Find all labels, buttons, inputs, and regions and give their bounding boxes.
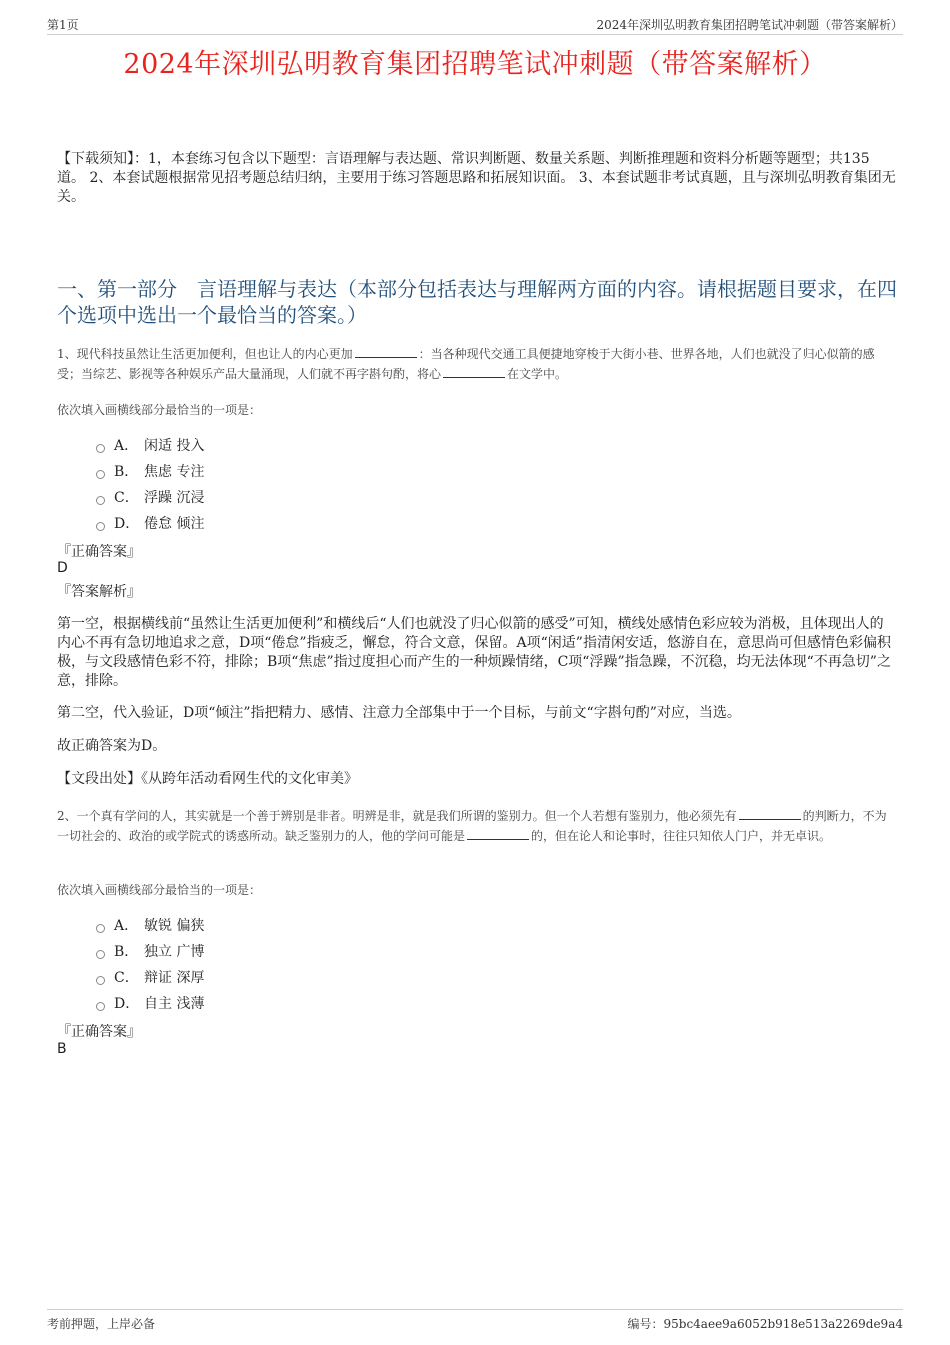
download-notice: 【下载须知】：1，本套练习包含以下题型：言语理解与表达题、常识判断题、数量关系题、判断推理题和资料分析题等题型；共135道。 2、本套试题根据常见招考题总结归纳，主要用于练习答题思路和拓展知识面。 3、本套试题非考试真题，且与深圳弘明教育集团无关。 xyxy=(57,151,896,205)
option-text: 倦怠 倾注 xyxy=(144,516,205,532)
radio-button[interactable] xyxy=(96,522,105,531)
document-id: 编号：95bc4aee9a6052b918e513a2269de9a4 xyxy=(627,1317,903,1331)
q2-stem-text-1: 2、一个真有学问的人，其实就是一个善于辨别是非者。明辨是非，就是我们所谓的鉴别力。但一个人若想有鉴别力，他必须先有 xyxy=(57,809,737,823)
question-2-options xyxy=(96,912,204,1016)
radio-button[interactable] xyxy=(96,976,105,985)
radio-button[interactable] xyxy=(96,444,105,453)
analysis-paragraph-3: 故正确答案为D。 xyxy=(57,738,167,754)
option-letter: D． xyxy=(114,996,140,1012)
page-footer xyxy=(47,1309,903,1334)
option-text: 闲适 投入 xyxy=(144,438,205,454)
passage-source: 【文段出处】《从跨年活动看网生代的文化审美》 xyxy=(57,771,358,787)
blank-line xyxy=(467,827,529,840)
option-text: 敏锐 偏狭 xyxy=(144,918,205,934)
q2-stem-text-2: 的判断力，不为一切社会的、政治的或学院式的诱惑所动。缺乏鉴别力的人，他的学问可能是 xyxy=(57,809,887,843)
page-number: 第1页 xyxy=(47,18,79,32)
footer-slogan: 考前押题，上岸必备 xyxy=(47,1317,156,1331)
option-text: 独立 广博 xyxy=(144,944,205,960)
correct-answer-label: 『正确答案』 xyxy=(57,1024,141,1040)
correct-answer-label: 『正确答案』 xyxy=(57,544,141,560)
q1-stem-text-1: 1、现代科技虽然让生活更加便利，但也让人的内心更加 xyxy=(57,347,353,361)
blank-line xyxy=(443,365,505,378)
correct-answer: D xyxy=(57,560,68,576)
document-title: 2024年深圳弘明教育集团招聘笔试冲刺题（带答案解析） xyxy=(123,49,827,80)
q1-stem-text-2: ：当各种现代交通工具便捷地穿梭于大街小巷、世界各地，人们也就没了归心似箭的感受；当综艺、影视等各种娱乐产品大量涌现，人们就不再字斟句酌，将心 xyxy=(57,347,875,381)
option-letter: A． xyxy=(114,918,139,934)
q2-stem-text-3: 的，但在论人和论事时，往往只知依人门户，并无卓识。 xyxy=(531,829,832,843)
option-text: 浮躁 沉浸 xyxy=(144,490,205,506)
question-2-instruction: 依次填入画横线部分最恰当的一项是： xyxy=(57,883,262,897)
option-letter: A． xyxy=(114,438,139,454)
question-1-instruction: 依次填入画横线部分最恰当的一项是： xyxy=(57,403,262,417)
radio-button[interactable] xyxy=(96,496,105,505)
header-doc-title: 2024年深圳弘明教育集团招聘笔试冲刺题（带答案解析） xyxy=(596,18,903,32)
option-text: 辩证 深厚 xyxy=(144,970,205,986)
blank-line xyxy=(739,807,801,820)
option-letter: C． xyxy=(114,970,139,986)
option-letter: D． xyxy=(114,516,140,532)
blank-line xyxy=(355,345,417,358)
option-b[interactable] xyxy=(96,458,204,484)
option-letter: B． xyxy=(114,944,139,960)
question-1-options xyxy=(96,432,204,536)
option-b[interactable] xyxy=(96,938,204,964)
question-1-stem xyxy=(57,344,897,384)
option-a[interactable] xyxy=(96,432,204,458)
radio-button[interactable] xyxy=(96,1002,105,1011)
correct-answer: B xyxy=(57,1041,67,1057)
analysis-label: 『答案解析』 xyxy=(57,584,141,600)
option-c[interactable] xyxy=(96,484,204,510)
page-header xyxy=(47,14,903,35)
radio-button[interactable] xyxy=(96,950,105,959)
q1-stem-text-3: 在文学中。 xyxy=(507,367,568,381)
option-d[interactable] xyxy=(96,510,204,536)
question-2-stem xyxy=(57,806,897,846)
option-d[interactable] xyxy=(96,990,204,1016)
option-letter: C． xyxy=(114,490,139,506)
radio-button[interactable] xyxy=(96,470,105,479)
radio-button[interactable] xyxy=(96,924,105,933)
option-c[interactable] xyxy=(96,964,204,990)
option-text: 自主 浅薄 xyxy=(144,996,205,1012)
option-a[interactable] xyxy=(96,912,204,938)
section-heading: 一、第一部分 言语理解与表达（本部分包括表达与理解两方面的内容。请根据题目要求，在四个选项中选出一个最恰当的答案。） xyxy=(57,277,897,327)
analysis-paragraph-2: 第二空，代入验证，D项“倾注”指把精力、感情、注意力全部集中于一个目标，与前文“字斟句酌”对应，当选。 xyxy=(57,705,741,721)
option-text: 焦虑 专注 xyxy=(144,464,205,480)
analysis-paragraph-1: 第一空，根据横线前“虽然让生活更加便利”和横线后“人们也就没了归心似箭的感受”可知，横线处感情色彩应较为消极，且体现出人的内心不再有急切地追求之意，D项“倦怠”指疲乏，懈怠，符合文意，保留。A项“闲适”指清闲安适，悠游自在，意思尚可但感情色彩偏积极，与文段感情色彩不符，排除；B项“焦虑”指过度担心而产生的一种烦躁情绪，C项“浮躁”指急躁，不沉稳，均无法体现“不再急切”之意，排除。 xyxy=(57,616,891,689)
option-letter: B． xyxy=(114,464,139,480)
